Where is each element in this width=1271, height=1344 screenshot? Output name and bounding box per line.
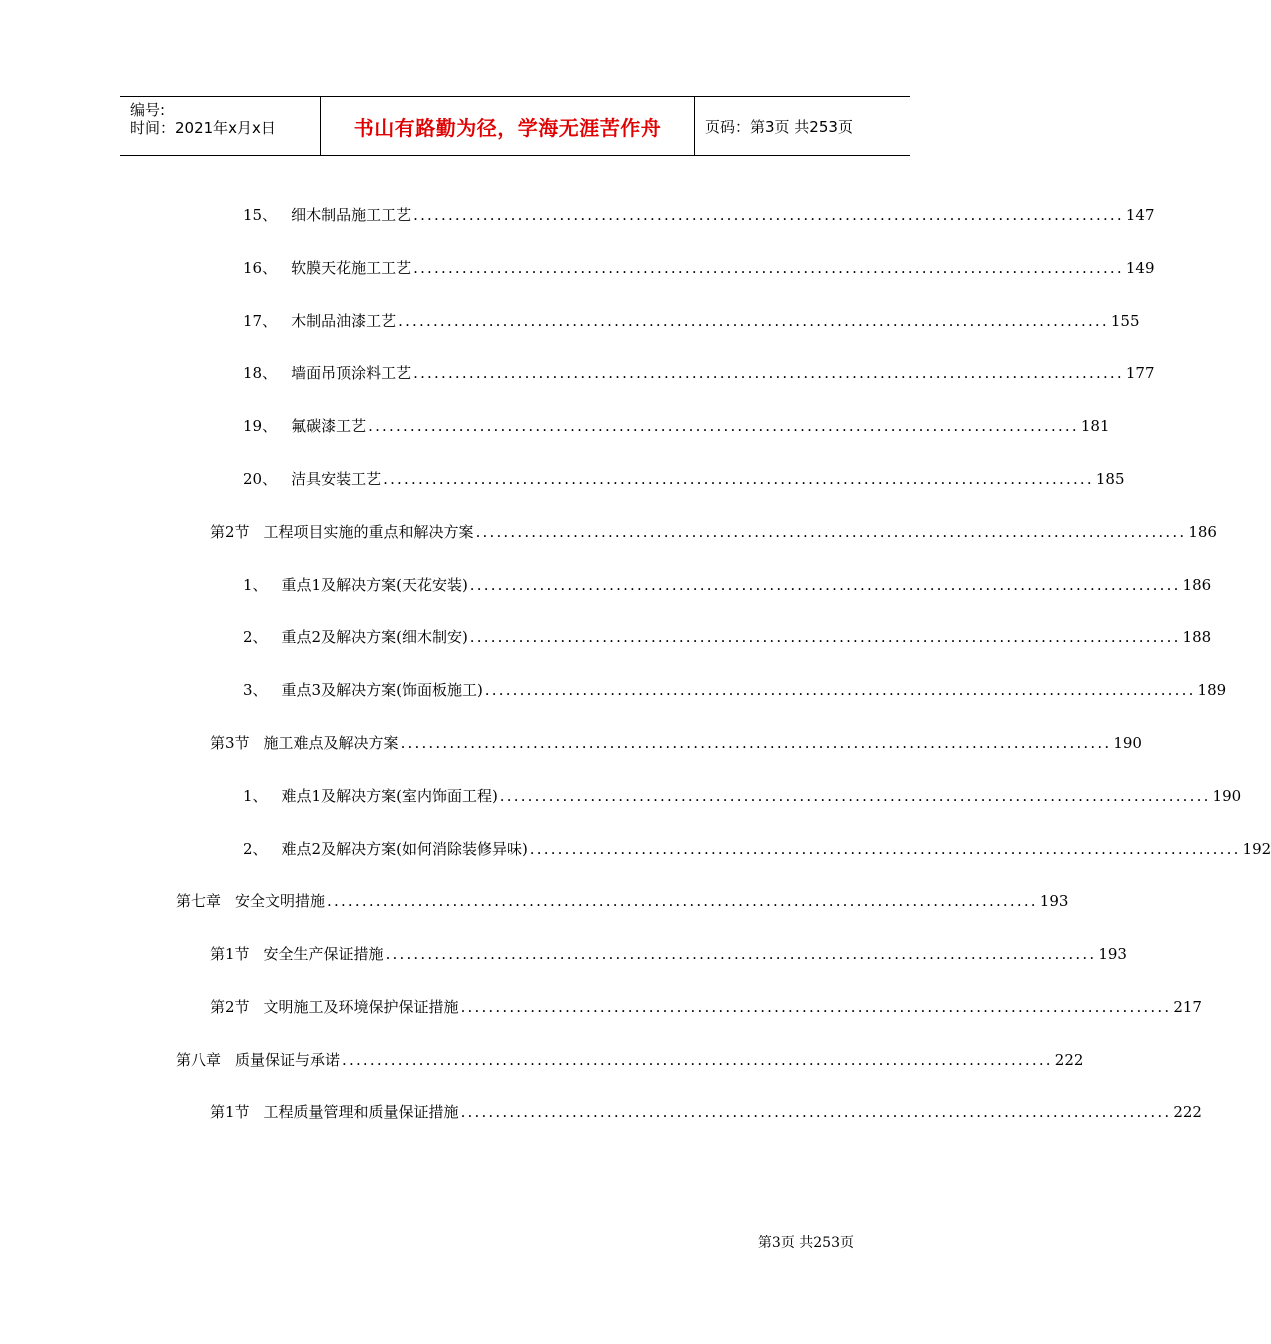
toc-entry-title: 软膜天花施工工艺 <box>291 259 412 277</box>
header-page-info: 页码：第3页 共253页 <box>705 117 853 136</box>
toc-entry-title: 难点2及解决方案(如何消除装修异味) <box>281 840 528 858</box>
toc-leader-dots: ...................................................................................................... <box>413 206 1124 224</box>
toc-entry-page: 186 <box>1188 523 1217 541</box>
toc-entry-page: 177 <box>1125 364 1155 382</box>
toc-entry-page: 155 <box>1110 312 1140 330</box>
toc-entry-number: 第2节 <box>210 998 250 1016</box>
toc-entry[interactable] <box>243 468 1125 490</box>
toc-entry[interactable] <box>243 257 1155 279</box>
toc-leader-dots: ...................................................................................................... <box>460 1103 1172 1121</box>
document-number-label: 编号: <box>130 101 166 119</box>
toc-entry[interactable] <box>243 204 1155 226</box>
toc-entry-title: 洁具安装工艺 <box>291 470 382 488</box>
toc-entry-title: 施工难点及解决方案 <box>263 734 399 752</box>
toc-leader-dots: ...................................................................................................... <box>469 576 1181 594</box>
header-motto: 书山有路勤为径，学海无涯苦作舟 <box>353 115 662 140</box>
toc-entry-number: 第1节 <box>210 945 250 963</box>
toc-entry-title: 文明施工及环境保护保证措施 <box>263 998 459 1016</box>
toc-entry-number: 16、 <box>243 259 278 277</box>
toc-entry-title: 木制品油漆工艺 <box>291 312 397 330</box>
header-table <box>120 96 910 156</box>
toc-entry-number: 第2节 <box>210 523 250 541</box>
toc-entry-number: 第七章 <box>176 892 222 910</box>
toc-entry[interactable] <box>210 996 1202 1018</box>
toc-entry-title: 墙面吊顶涂料工艺 <box>291 364 412 382</box>
page-footer: 第3页 共253页 <box>757 1235 854 1251</box>
header-page-cell <box>695 97 910 155</box>
toc-leader-dots: ...................................................................................................... <box>342 1051 1053 1069</box>
document-time-label: 时间：2021年x月x日 <box>130 119 276 137</box>
toc-entry-page: 190 <box>1212 787 1242 805</box>
toc-entry-title: 氟碳漆工艺 <box>291 417 367 435</box>
toc-entry-title: 安全文明措施 <box>235 892 326 910</box>
toc-entry-number: 15、 <box>243 206 278 224</box>
toc-entry-page: 185 <box>1095 470 1125 488</box>
toc-entry-number: 20、 <box>243 470 278 488</box>
toc-entry-page: 188 <box>1182 628 1212 646</box>
toc-entry[interactable] <box>243 362 1155 384</box>
toc-leader-dots: ...................................................................................................... <box>368 417 1079 435</box>
toc-entry-page: 217 <box>1173 998 1202 1016</box>
toc-entry-page: 149 <box>1125 259 1155 277</box>
toc-entry-number: 17、 <box>243 312 278 330</box>
toc-entry-number: 18、 <box>243 364 278 382</box>
toc-entry[interactable] <box>210 732 1142 754</box>
toc-entry[interactable] <box>210 943 1127 965</box>
toc-entry-page: 192 <box>1242 840 1271 858</box>
toc-entry-number: 2、 <box>243 840 268 858</box>
toc-entry-number: 第1节 <box>210 1103 250 1121</box>
toc-entry[interactable] <box>243 838 1271 860</box>
toc-leader-dots: ...................................................................................................... <box>383 470 1094 488</box>
toc-leader-dots: ...................................................................................................... <box>499 787 1211 805</box>
toc-entry-number: 1、 <box>243 787 268 805</box>
toc-leader-dots: ...................................................................................................... <box>385 945 1097 963</box>
toc-entry-number: 19、 <box>243 417 278 435</box>
toc-entry-title: 重点1及解决方案(天花安装) <box>281 576 468 594</box>
toc-leader-dots: ...................................................................................................... <box>460 998 1172 1016</box>
toc-leader-dots: ...................................................................................................... <box>413 259 1124 277</box>
toc-leader-dots: ...................................................................................................... <box>413 364 1124 382</box>
toc-entry-page: 193 <box>1098 945 1127 963</box>
toc-entry-title: 细木制品施工工艺 <box>291 206 412 224</box>
toc-leader-dots: ...................................................................................................... <box>469 628 1181 646</box>
toc-entry[interactable] <box>243 415 1110 437</box>
toc-entry[interactable] <box>243 785 1242 807</box>
toc-entry-page: 186 <box>1182 576 1212 594</box>
toc-entry-page: 190 <box>1113 734 1142 752</box>
toc-entry-title: 工程质量管理和质量保证措施 <box>263 1103 459 1121</box>
toc-leader-dots: ...................................................................................................... <box>327 892 1038 910</box>
toc-leader-dots: ...................................................................................................... <box>484 681 1196 699</box>
toc-entry-page: 147 <box>1125 206 1155 224</box>
toc-entry-page: 189 <box>1197 681 1227 699</box>
toc-entry-title: 难点1及解决方案(室内饰面工程) <box>281 787 498 805</box>
toc-entry[interactable] <box>176 1049 1084 1071</box>
toc-entry-number: 1、 <box>243 576 268 594</box>
toc-entry-number: 第八章 <box>176 1051 222 1069</box>
toc-entry-number: 2、 <box>243 628 268 646</box>
toc-entry-title: 安全生产保证措施 <box>263 945 384 963</box>
toc-entry-title: 重点3及解决方案(饰面板施工) <box>281 681 483 699</box>
toc-entry[interactable] <box>243 679 1227 701</box>
toc-entry-page: 181 <box>1080 417 1110 435</box>
toc-entry[interactable] <box>210 521 1217 543</box>
toc-entry-page: 193 <box>1039 892 1069 910</box>
toc-entry-title: 质量保证与承诺 <box>235 1051 341 1069</box>
toc-entry[interactable] <box>243 574 1212 596</box>
toc-leader-dots: ...................................................................................................... <box>529 840 1241 858</box>
toc-leader-dots: ...................................................................................................... <box>475 523 1187 541</box>
toc-leader-dots: ...................................................................................................... <box>400 734 1112 752</box>
toc-entry-title: 工程项目实施的重点和解决方案 <box>263 523 474 541</box>
toc-entry-title: 重点2及解决方案(细木制安) <box>281 628 468 646</box>
toc-entry[interactable] <box>210 1101 1202 1123</box>
toc-entry-page: 222 <box>1173 1103 1202 1121</box>
toc-entry-number: 3、 <box>243 681 268 699</box>
toc-entry-number: 第3节 <box>210 734 250 752</box>
toc-leader-dots: ...................................................................................................... <box>398 312 1109 330</box>
header-motto-cell <box>321 97 695 155</box>
toc-entry-page: 222 <box>1054 1051 1084 1069</box>
toc-entry[interactable] <box>243 626 1212 648</box>
toc-entry[interactable] <box>176 890 1069 912</box>
header-left-cell <box>120 97 321 155</box>
toc-entry[interactable] <box>243 310 1140 332</box>
